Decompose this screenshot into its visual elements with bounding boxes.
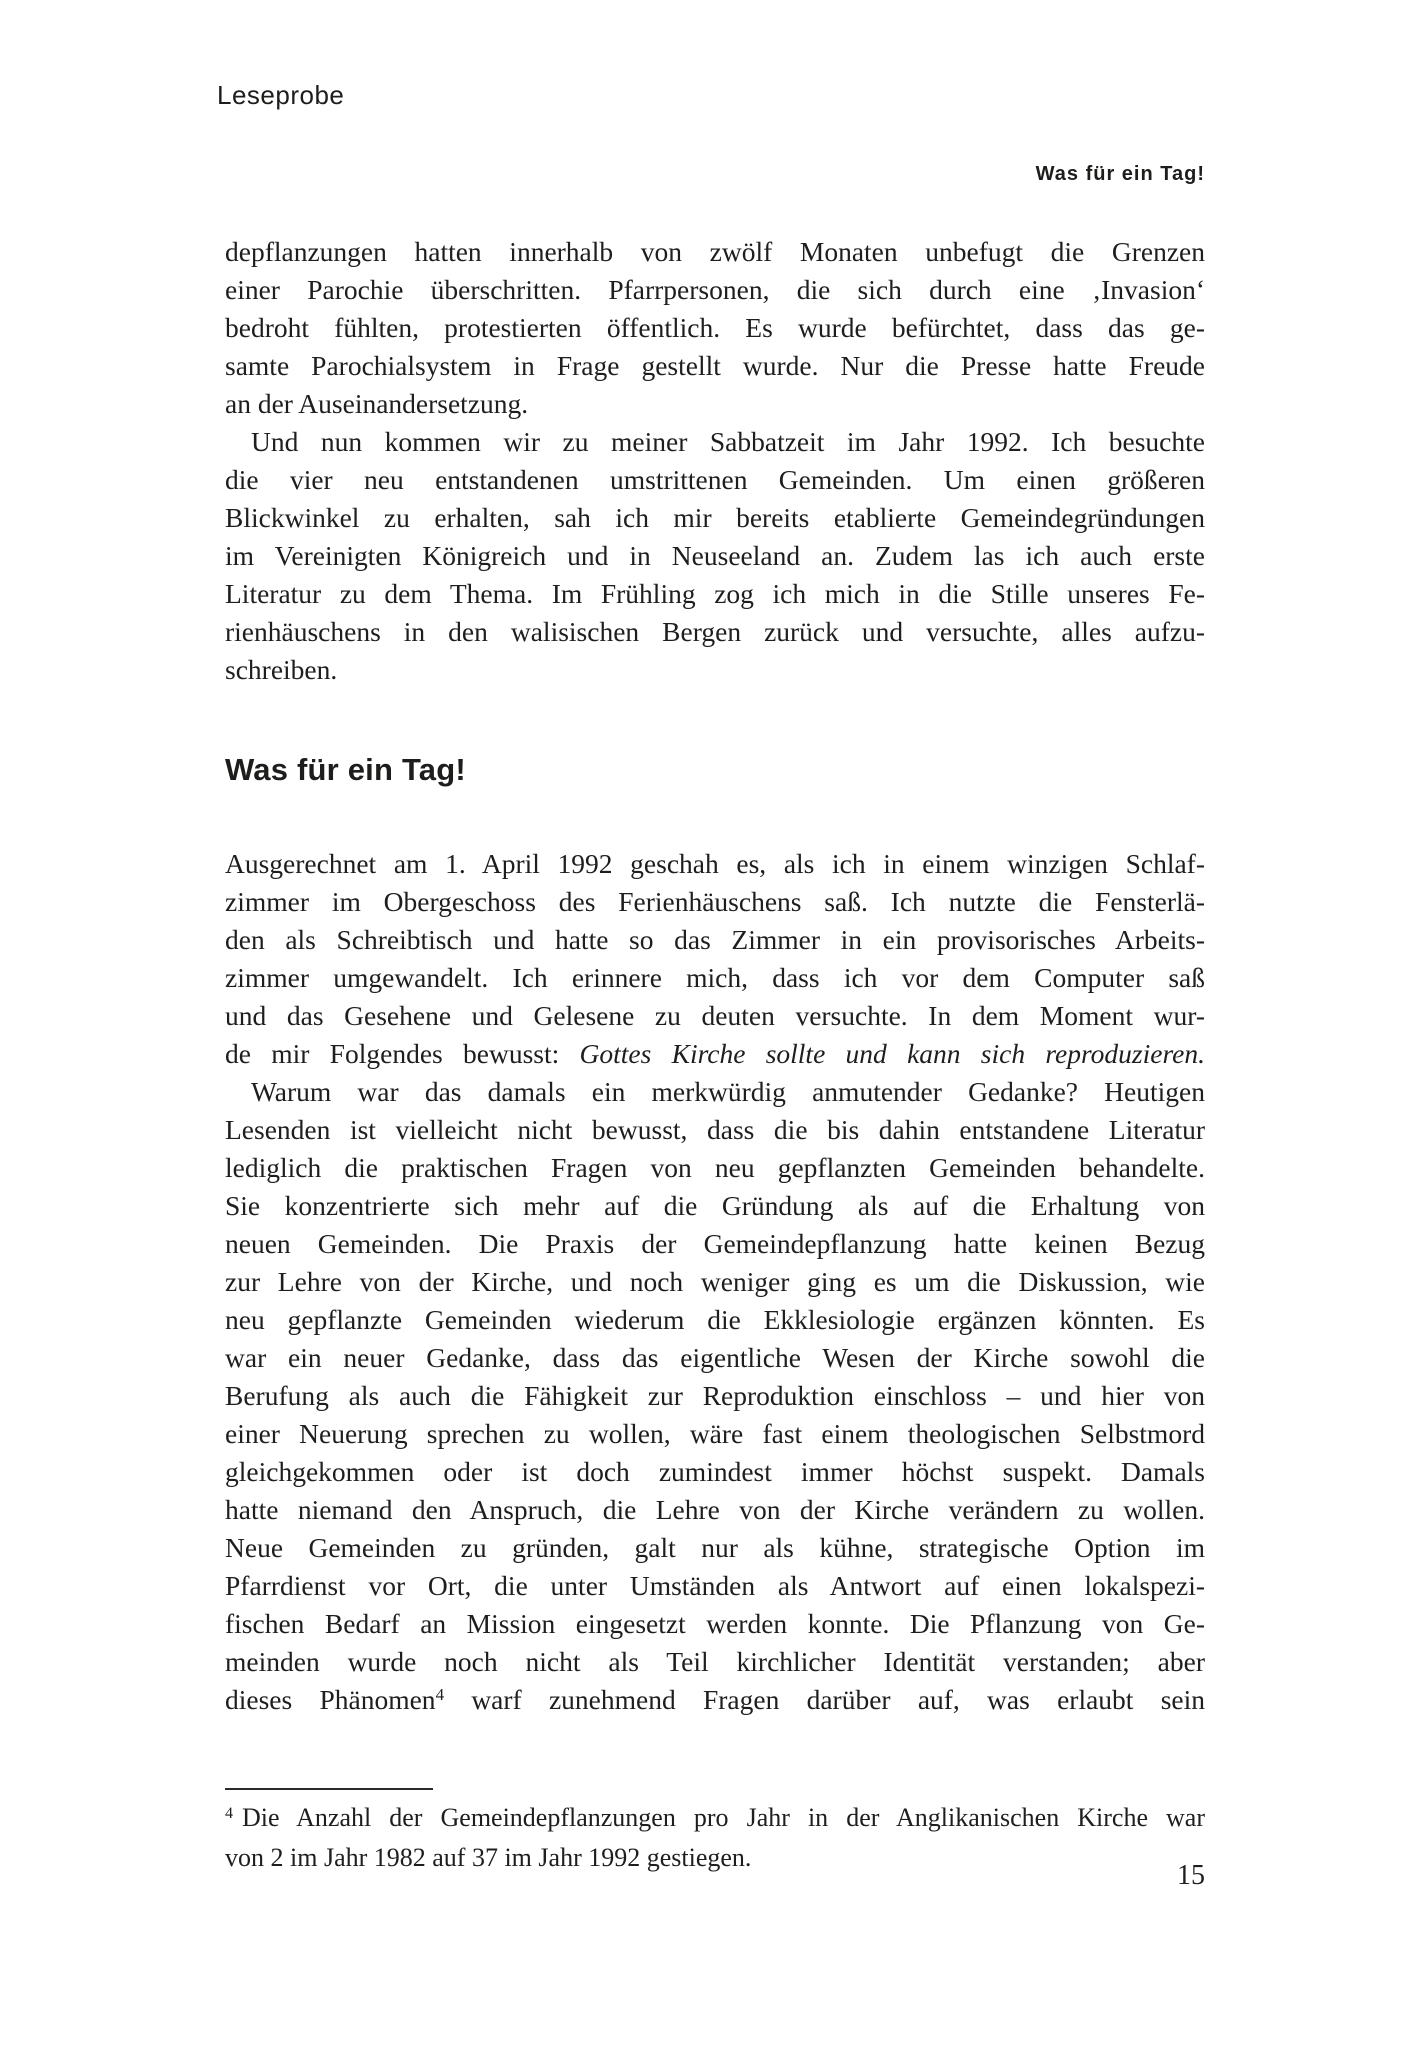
- text-segment: meinden wurde noch nicht als Teil kirchlicher Identität verstanden; aber: [225, 1646, 1205, 1677]
- footnote-line: [225, 1840, 1205, 1876]
- text-segment: im Vereinigten Königreich und in Neuseeland an. Zudem las ich auch erste: [225, 540, 1205, 571]
- text-segment: bedroht fühlten, protestierten öffentlich. Es wurde befürchtet, dass das ge-: [225, 312, 1205, 343]
- text-line: [225, 1491, 1205, 1529]
- text-line: [225, 651, 1205, 689]
- text-line: [225, 1263, 1205, 1301]
- footnote-line: [225, 1800, 1205, 1840]
- text-segment: depflanzungen hatten innerhalb von zwölf Monaten unbefugt die Grenzen: [225, 236, 1205, 267]
- text-line: [225, 537, 1205, 575]
- footnote-marker: 4: [435, 1685, 445, 1704]
- text-line: [225, 1529, 1205, 1567]
- text-line: [225, 1605, 1205, 1643]
- text-segment: Und nun kommen wir zu meiner Sabbatzeit im Jahr 1992. Ich besuchte: [251, 426, 1205, 457]
- text-segment: von 2 im Jahr 1982 auf 37 im Jahr 1992 gestiegen.: [225, 1843, 752, 1872]
- text-segment: Gottes Kirche sollte und kann sich reproduzieren.: [579, 1038, 1205, 1069]
- text-line: [225, 1681, 1205, 1723]
- text-line: [225, 883, 1205, 921]
- text-segment: Literatur zu dem Thema. Im Frühling zog ich mich in die Stille unseres Fe-: [225, 578, 1205, 609]
- running-head: Was für ein Tag!: [1035, 163, 1205, 185]
- page-content: [225, 233, 1205, 1876]
- text-segment: rienhäuschens in den walisischen Bergen zurück und versuchte, alles aufzu-: [225, 616, 1205, 647]
- text-segment: warf zunehmend Fragen darüber auf, was erlaubt sein: [444, 1684, 1205, 1715]
- text-line: [225, 233, 1205, 271]
- text-line: [225, 1377, 1205, 1415]
- text-segment: Berufung als auch die Fähigkeit zur Reproduktion einschloss – und hier von: [225, 1380, 1205, 1411]
- text-segment: an der Auseinandersetzung.: [225, 388, 529, 419]
- text-segment: dieses Phänomen: [225, 1684, 436, 1715]
- text-segment: zur Lehre von der Kirche, und noch weniger ging es um die Diskussion, wie: [225, 1266, 1205, 1297]
- text-segment: de mir Folgendes bewusst:: [225, 1038, 580, 1069]
- text-segment: Ausgerechnet am 1. April 1992 geschah es, als ich in einem winzigen Schlaf-: [225, 848, 1205, 879]
- paragraph: [225, 1073, 1205, 1723]
- text-line: [225, 1149, 1205, 1187]
- text-segment: schreiben.: [225, 654, 338, 685]
- text-line: [225, 385, 1205, 423]
- text-segment: zimmer im Obergeschoss des Ferienhäuschens saß. Ich nutzte die Fensterlä-: [225, 886, 1205, 917]
- text-segment: Warum war das damals ein merkwürdig anmutender Gedanke? Heutigen: [251, 1076, 1205, 1107]
- text-segment: neuen Gemeinden. Die Praxis der Gemeindepflanzung hatte keinen Bezug: [225, 1228, 1205, 1259]
- text-segment: Sie konzentrierte sich mehr auf die Gründung als auf die Erhaltung von: [225, 1190, 1205, 1221]
- text-line: [225, 921, 1205, 959]
- section-heading: Was für ein Tag!: [225, 752, 466, 787]
- text-line: [225, 1111, 1205, 1149]
- body-blocks: [225, 233, 1205, 1723]
- paragraph: [225, 233, 1205, 423]
- paragraph: [225, 845, 1205, 1073]
- text-segment: Neue Gemeinden zu gründen, galt nur als kühne, strategische Option im: [225, 1532, 1205, 1563]
- text-segment: Pfarrdienst vor Ort, die unter Umständen als Antwort auf einen lokalspezi-: [225, 1570, 1205, 1601]
- text-line: [225, 575, 1205, 613]
- text-line: [225, 997, 1205, 1035]
- text-segment: lediglich die praktischen Fragen von neu gepflanzten Gemeinden behandelte.: [225, 1152, 1205, 1183]
- paragraph: [225, 423, 1205, 689]
- text-segment: einer Neuerung sprechen zu wollen, wäre fast einem theologischen Selbstmord: [225, 1418, 1205, 1449]
- text-segment: hatte niemand den Anspruch, die Lehre von der Kirche verändern zu wollen.: [225, 1494, 1205, 1525]
- text-segment: und das Gesehene und Gelesene zu deuten versuchte. In dem Moment wur-: [225, 1000, 1205, 1031]
- text-line: [225, 271, 1205, 309]
- text-line: [225, 1643, 1205, 1681]
- text-line: [225, 1301, 1205, 1339]
- page-number: 15: [1177, 1860, 1205, 1891]
- footnote-marker: 4: [225, 1805, 233, 1822]
- text-line: [225, 423, 1205, 461]
- text-line: [225, 1187, 1205, 1225]
- text-segment: Blickwinkel zu erhalten, sah ich mir bereits etablierte Gemeindegründungen: [225, 502, 1205, 533]
- text-line: [225, 1035, 1205, 1073]
- text-segment: samte Parochialsystem in Frage gestellt wurde. Nur die Presse hatte Freude: [225, 350, 1205, 381]
- text-segment: gleichgekommen oder ist doch zumindest immer höchst suspekt. Damals: [225, 1456, 1205, 1487]
- leseprobe-label: Leseprobe: [217, 80, 345, 110]
- text-line: [225, 1453, 1205, 1491]
- text-segment: Die Anzahl der Gemeindepflanzungen pro Jahr in der Anglikanischen Kirche war: [242, 1803, 1205, 1832]
- text-segment: die vier neu entstandenen umstrittenen Gemeinden. Um einen größeren: [225, 464, 1205, 495]
- footnote: [225, 1788, 1205, 1876]
- text-segment: Lesenden ist vielleicht nicht bewusst, dass die bis dahin entstandene Literatur: [225, 1114, 1205, 1145]
- text-line: [225, 613, 1205, 651]
- text-segment: zimmer umgewandelt. Ich erinnere mich, dass ich vor dem Computer saß: [225, 962, 1205, 993]
- text-line: [225, 461, 1205, 499]
- footnote-rule: [225, 1788, 433, 1790]
- text-segment: war ein neuer Gedanke, dass das eigentliche Wesen der Kirche sowohl die: [225, 1342, 1205, 1373]
- text-segment: den als Schreibtisch und hatte so das Zimmer in ein provisorisches Arbeits-: [225, 924, 1205, 955]
- text-line: [225, 347, 1205, 385]
- text-line: [225, 845, 1205, 883]
- text-segment: neu gepflanzte Gemeinden wiederum die Ekklesiologie ergänzen könnten. Es: [225, 1304, 1205, 1335]
- text-line: [225, 1339, 1205, 1377]
- text-line: [225, 1415, 1205, 1453]
- text-line: [225, 1225, 1205, 1263]
- text-line: [225, 959, 1205, 997]
- footnote-lines: [225, 1800, 1205, 1876]
- text-line: [225, 1567, 1205, 1605]
- text-segment: einer Parochie überschritten. Pfarrpersonen, die sich durch eine ‚Invasion‘: [225, 274, 1205, 305]
- text-segment: fischen Bedarf an Mission eingesetzt werden konnte. Die Pflanzung von Ge-: [225, 1608, 1205, 1639]
- text-line: [225, 309, 1205, 347]
- text-line: [225, 1073, 1205, 1111]
- text-line: [225, 499, 1205, 537]
